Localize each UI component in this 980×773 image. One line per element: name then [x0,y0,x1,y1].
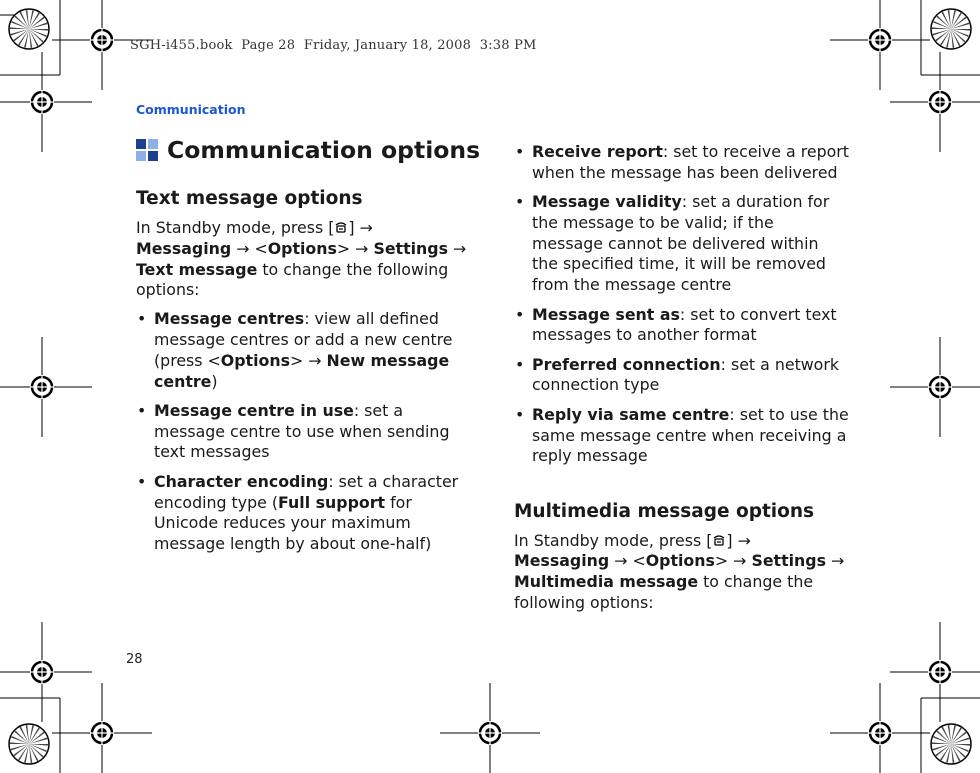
starburst-mark [931,724,971,764]
text-options-intro: In Standby mode, press [ ] → Messaging → <Options> → Settings → Text message to change the following options: [136,218,467,300]
registration-mark [0,622,92,722]
page-title-row [136,135,481,164]
text-options-heading: Text message options [136,188,363,209]
registration-mark [0,337,92,437]
menu-key-icon [334,220,348,235]
running-head: SGH-i455.book Page 28 Friday, January 18, 2008 3:38 PM [130,38,537,53]
page-title: Communication options [167,135,481,164]
registration-mark [830,683,930,773]
menu-key-icon [712,533,726,548]
mms-options-intro: In Standby mode, press [ ] → Messaging → <Options> → Settings → Multimedia message to change the following options: [514,530,845,613]
registration-mark [0,52,92,152]
registration-mark [830,0,930,90]
list-item: • Message centres: view all defined message centres or add a new centre (press <Options> → New message centre) [137,309,453,391]
registration-mark [440,683,540,773]
registration-mark [890,622,980,722]
page-number: 28 [126,652,143,667]
list-item: • Preferred connection: set a network connection type [515,354,839,395]
registration-mark [890,337,980,437]
starburst-mark [9,724,49,764]
squares-icon [136,139,158,161]
list-item: • Message sent as: set to convert text messages to another format [515,304,837,345]
text-options-list [136,309,471,555]
list-item: • Character encoding: set a character encoding type (Full support for Unicode reduces your maximum message length by about one-half) [137,471,459,554]
section-label: Communication [136,102,246,117]
registration-mark [52,683,152,773]
list-item: • Message centre in use: set a message centre to use when sending text messages [137,400,450,462]
starburst-mark [9,9,49,49]
list-item: • Reply via same centre: set to use the same message centre when receiving a reply message [515,404,849,466]
right-column [514,142,849,622]
registration-mark [890,52,980,152]
list-item: • Message validity: set a duration for the message to be valid; if the message cannot be delivered within the specified time, it will be removed from the message centre [515,192,830,295]
text-options-list-continued [514,142,849,467]
starburst-mark [931,9,971,49]
left-column [136,135,481,563]
list-item: • Receive report: set to receive a report when the message has been delivered [515,142,849,182]
mms-options-heading: Multimedia message options [514,500,815,522]
